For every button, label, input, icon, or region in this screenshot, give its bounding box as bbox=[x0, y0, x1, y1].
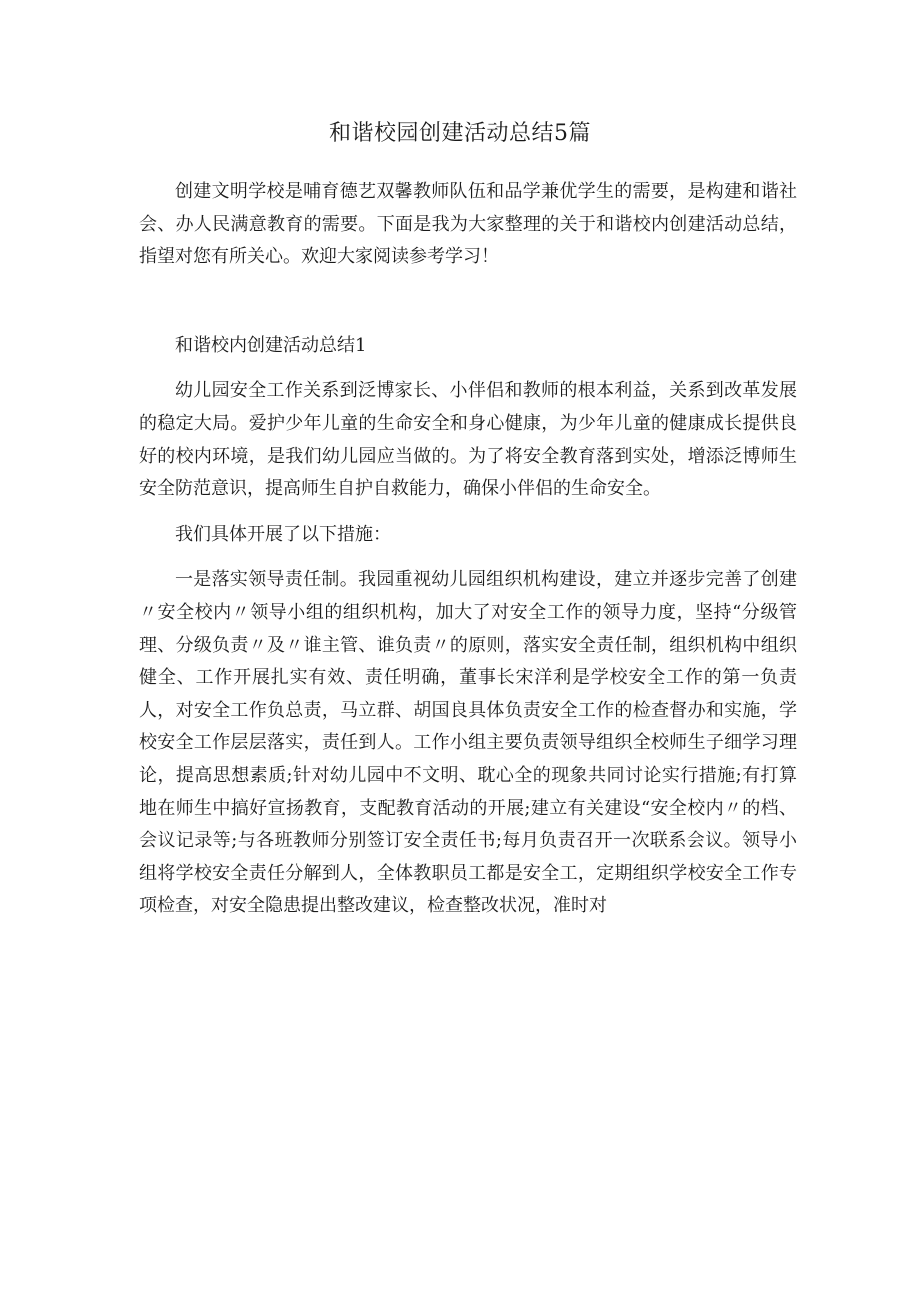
body-paragraph-1: 幼儿园安全工作关系到泛博家长、小伴侣和教师的根本利益，关系到改革发展的稳定大局。爱护少年儿童的生命安全和身心健康，为少年儿童的健康成长提供良好的校内环境，是我们幼儿园应当做的。为了将安全教育落到实处，增添泛博师生安全防范意识，提高师生自护自救能力，确保小伴侣的生命安全。 bbox=[139, 380, 797, 500]
body-paragraph-2: 我们具体开展了以下措施： bbox=[175, 523, 391, 545]
document-title: 和谐校园创建活动总结5篇 bbox=[329, 121, 591, 146]
section-heading: 和谐校内创建活动总结1 bbox=[175, 334, 367, 356]
document-body bbox=[139, 176, 797, 923]
body-paragraph-3: 一是落实领导责任制。我园重视幼儿园组织机构建设，建立并逐步完善了创建〃安全校内〃领导小组的组织机构，加大了对安全工作的领导力度，坚持“分级管理、分级负责〃及〃谁主管、谁负责〃的原则，落实安全责任制，组织机构中组织健全、工作开展扎实有效、责任明确，董事长宋洋利是学校安全工作的第一负责人，对安全工作负总责，马立群、胡国良具体负责安全工作的检查督办和实施，学校安全工作层层落实，责任到人。工作小组主要负责领导组织全校师生子细学习理论，提高思想素质;针对幼儿园中不文明、耽心全的现象共同讨论实行措施;有打算地在师生中搞好宣扬教育，支配教育活动的开展;建立有关建设“安全校内〃的档、会议记录等;与各班教师分别签订安全责任书;每月负责召开一次联系会议。领导小组将学校安全责任分解到人，全体教职员工都是安全工，定期组织学校安全工作专项检查，对安全隐患提出整改建议，检查整改状况，准时对 bbox=[139, 569, 797, 917]
intro-paragraph: 创建文明学校是哺育德艺双馨教师队伍和品学兼优学生的需要，是构建和谐社会、办人民满意教育的需要。下面是我为大家整理的关于和谐校内创建活动总结，指望对您有所关心。欢迎大家阅读参考学习！ bbox=[139, 181, 797, 268]
